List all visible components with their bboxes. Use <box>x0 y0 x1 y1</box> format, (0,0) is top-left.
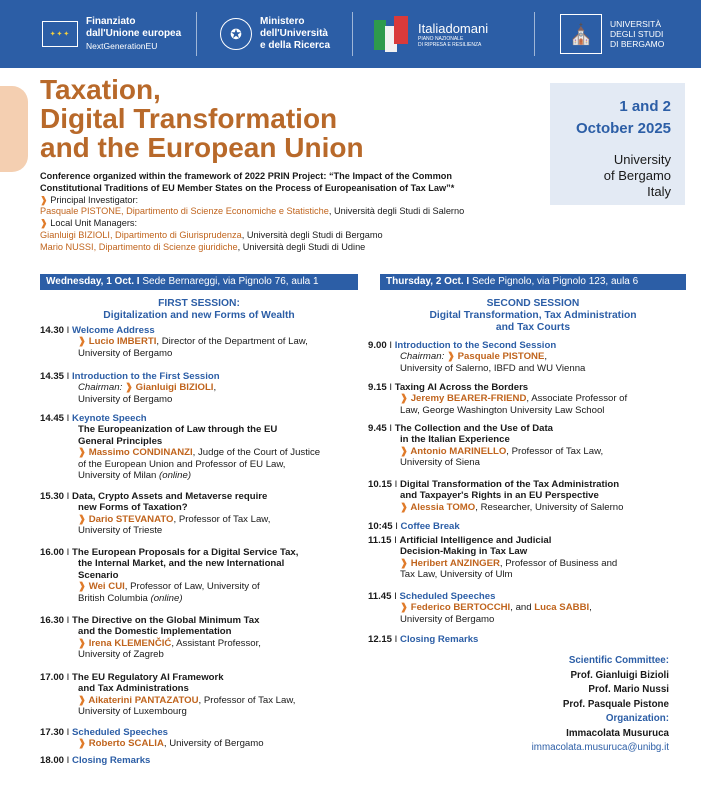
ministry-line2: dell'Università <box>260 28 328 39</box>
program-item <box>40 371 365 413</box>
bullet-icon: ❱ <box>78 513 89 525</box>
item-title: and Tax Administrations <box>78 683 189 695</box>
organizer-name: Immacolata Musuruca <box>566 727 669 739</box>
online-tag: (online) <box>159 470 192 482</box>
item-title: Taxing AI Across the Borders <box>394 382 529 393</box>
item-aff: , Director of the Department of Law, <box>156 336 308 348</box>
day1-header <box>40 274 358 290</box>
item-time: 14.35 <box>40 371 65 382</box>
item-title: The European Proposals for a Digital Service Tax, <box>72 547 299 558</box>
item-speaker: Alessia TOMO <box>410 501 476 513</box>
bullet-icon: ❱ <box>446 351 458 363</box>
item-speaker: Gianluigi BIZIOLI <box>135 382 214 394</box>
item-sep: I <box>64 371 73 382</box>
session2-title <box>380 298 686 334</box>
item-title: Closing Remarks <box>400 634 479 645</box>
day2-header <box>380 274 686 290</box>
program-item <box>368 479 688 521</box>
bullet-icon: ❱ <box>124 382 136 394</box>
pi-label: Principal Investigator: <box>50 194 139 205</box>
bullet-icon: ❱ <box>40 194 51 205</box>
bullet-icon: ❱ <box>78 447 89 459</box>
day1-sep: I <box>136 276 140 287</box>
session1-title <box>40 298 358 322</box>
item-aff: University of Bergamo <box>78 347 173 359</box>
online-tag: (online) <box>150 592 183 604</box>
item-sep: I <box>64 755 73 766</box>
committee-member: Prof. Mario Nussi <box>588 684 669 695</box>
item-sep: I <box>64 547 73 558</box>
item-sep: I <box>392 521 401 532</box>
item-time: 9.45 <box>368 423 387 434</box>
item-title: Coffee Break <box>400 521 460 532</box>
program-item <box>368 521 688 535</box>
item-speaker: Wei CUI <box>88 581 125 593</box>
item-title: Digital Transformation of the Tax Administration <box>400 479 620 490</box>
ministry-line3: e della Ricerca <box>260 40 331 51</box>
item-time: 15.30 <box>40 491 65 502</box>
bullet-icon: ❱ <box>40 218 51 229</box>
item-aff: , and <box>510 602 535 614</box>
pi-name: Pasquale PISTONE, Dipartimento di Scienze Economiche e Statistiche <box>40 206 329 217</box>
item-aff: University of Trieste <box>78 525 163 537</box>
item-speaker: Dario STEVANATO <box>88 513 174 525</box>
header-divider <box>196 12 197 56</box>
item-aff: , Professor of Tax Law, <box>173 513 271 525</box>
item-title: Decision-Making in Tax Law <box>400 546 528 558</box>
item-aff: University of Bergamo <box>400 613 495 625</box>
item-aff: University of Siena <box>400 457 480 469</box>
program-item <box>40 727 365 755</box>
item-speaker: Aikaterini PANTAZATOU <box>88 694 199 706</box>
bullet-icon: ❱ <box>78 336 89 348</box>
program-item <box>368 382 688 423</box>
item-title: new Forms of Taxation? <box>78 502 188 514</box>
item-time: 12.15 <box>368 634 393 645</box>
item-sep: I <box>64 325 73 336</box>
bullet-icon: ❱ <box>400 602 411 614</box>
item-sep: I <box>64 413 73 424</box>
place-line2: of Bergamo <box>603 168 671 183</box>
program-item <box>368 591 688 634</box>
ministry-logo <box>220 0 330 68</box>
item-aff: , Judge of the Court of Justice <box>192 447 321 459</box>
day1-programme <box>40 325 365 766</box>
item-aff: , Professor of Law, University of <box>124 581 260 593</box>
item-aff: University of Bergamo <box>78 393 173 405</box>
bullet-icon: ❱ <box>78 694 89 706</box>
committee-member: Prof. Pasquale Pistone <box>562 698 669 710</box>
program-item <box>40 615 365 672</box>
item-time: 16.30 <box>40 615 65 626</box>
item-sep: I <box>386 340 395 351</box>
bullet-icon: ❱ <box>78 637 89 649</box>
place-line1: University <box>613 152 671 167</box>
talk-title: The Europeanization of Law through the EU <box>78 424 278 436</box>
italiadomani-sub2: DI RIPRESA E RESILIENZA <box>418 41 482 48</box>
item-aff: , Professor of Tax Law, <box>506 445 604 457</box>
uni-line1: UNIVERSITÀ <box>610 19 662 29</box>
item-sep: I <box>64 615 73 626</box>
item-speaker: Heribert ANZINGER <box>410 557 500 569</box>
item-title: Introduction to the First Session <box>72 371 220 382</box>
item-speaker: Massimo CONDINANZI <box>88 447 193 459</box>
eu-line1: Finanziato <box>86 16 136 27</box>
uni-line3: DI BERGAMO <box>610 39 665 49</box>
bullet-icon: ❱ <box>400 557 411 569</box>
item-time: 17.00 <box>40 672 65 683</box>
italiadomani-name: Italiadomani <box>418 20 489 36</box>
title-line1: Taxation, <box>40 74 161 105</box>
intro-block <box>40 171 540 254</box>
item-aff: , Associate Professor of <box>526 393 628 405</box>
program-item <box>40 413 365 491</box>
committee-member: Prof. Gianluigi Bizioli <box>570 669 669 681</box>
item-title: Scheduled Speeches <box>72 727 168 738</box>
session1-heading: FIRST SESSION: <box>158 298 240 309</box>
item-aff: University of Milan <box>78 470 160 482</box>
item-title: Keynote Speech <box>72 413 147 424</box>
program-item <box>368 535 688 591</box>
lum2-uni: , Università degli Studi di Udine <box>237 241 366 252</box>
item-sep: I <box>64 727 73 738</box>
item-title: The Collection and the Use of Data <box>394 423 554 434</box>
uni-line2: DEGLI STUDI <box>610 29 664 39</box>
item-speaker: Luca SABBI <box>534 602 590 614</box>
item-aff: , Assistant Professor, <box>171 637 261 649</box>
item-title: in the Italian Experience <box>400 434 510 446</box>
item-sep: I <box>386 382 395 393</box>
item-aff: , Professor of Business and <box>499 557 618 569</box>
ministry-line1: Ministero <box>260 16 305 27</box>
item-time: 11.45 <box>368 591 392 602</box>
pi-uni: , Università degli Studi di Salerno <box>328 206 465 217</box>
item-sep: I <box>391 591 400 602</box>
ministry-emblem-icon: ✪ <box>220 18 252 50</box>
day1-label: Wednesday, 1 Oct. <box>46 276 137 287</box>
item-time: 18.00 <box>40 755 65 766</box>
item-time: 14.45 <box>40 413 65 424</box>
item-aff: , <box>544 351 548 363</box>
day2-venue: Sede Pignolo, via Pignolo 123, aula 6 <box>469 276 639 287</box>
bullet-icon: ❱ <box>400 501 411 513</box>
item-time: 17.30 <box>40 727 65 738</box>
item-speaker: Lucio IMBERTI <box>88 336 157 348</box>
item-speaker: Antonio MARINELLO <box>410 445 507 457</box>
date-line2: October 2025 <box>575 120 671 137</box>
program-item <box>368 634 688 645</box>
eu-flag-icon: ✦✦✦ <box>42 21 78 47</box>
item-title: Welcome Address <box>72 325 155 336</box>
item-aff: , University of Bergamo <box>163 738 264 750</box>
bullet-icon: ❱ <box>400 445 411 457</box>
bullet-icon: ❱ <box>78 738 89 750</box>
program-item <box>368 423 688 479</box>
italiadomani-logo <box>372 0 488 68</box>
item-title: Introduction to the Second Session <box>394 340 557 351</box>
item-title: The EU Regulatory AI Framework <box>72 672 224 683</box>
session2-heading: SECOND SESSION <box>486 298 580 309</box>
eu-line3: NextGenerationEU <box>86 41 158 51</box>
item-time: 11.15 <box>368 535 392 546</box>
eu-logo <box>42 0 181 68</box>
item-sep: I <box>392 479 401 490</box>
item-speaker: Pasquale PISTONE <box>457 351 545 363</box>
item-speaker: Roberto SCALIA <box>88 738 164 750</box>
item-title: Scheduled Speeches <box>399 591 496 602</box>
university-logo <box>560 0 664 68</box>
item-aff: British Columbia <box>78 592 151 604</box>
date-box <box>550 83 685 205</box>
item-time: 10:45 <box>368 521 393 532</box>
intro-line1: Conference organized within the framework of 2022 PRIN Project: “The Impact of the Common <box>40 171 452 181</box>
item-aff: University of Zagreb <box>78 649 164 661</box>
program-item <box>40 755 365 766</box>
title-line2: Digital Transformation <box>40 103 338 134</box>
item-aff: University of Luxembourg <box>78 706 187 718</box>
item-time: 14.30 <box>40 325 65 336</box>
chair-label: Chairman: <box>78 382 123 394</box>
item-aff: , <box>213 382 217 394</box>
session2-subtitle1: Digital Transformation, Tax Administration <box>429 310 637 321</box>
item-speaker: Jeremy BEARER-FRIEND <box>410 393 527 405</box>
bullet-icon: ❱ <box>400 393 411 405</box>
item-aff: Law, George Washington University Law School <box>400 404 605 416</box>
item-speaker: Irena KLEMENČIĆ <box>88 637 172 649</box>
item-aff: , <box>589 602 592 614</box>
lum2-name: Mario NUSSI, Dipartimento di Scienze giuridiche <box>40 241 238 252</box>
italiadomani-sub1: PIANO NAZIONALE <box>418 35 464 42</box>
item-time: 9.15 <box>368 382 387 393</box>
program-item <box>368 340 688 382</box>
italy-flag-icon <box>372 16 410 52</box>
session1-subtitle: Digitalization and new Forms of Wealth <box>103 310 295 321</box>
intro-line2: Constitutional Traditions of EU Member States on the Process of Europeanisation of Tax Law”* <box>40 182 455 193</box>
item-aff: , Professor of Tax Law, <box>198 694 296 706</box>
eu-line2: dall'Unione europea <box>86 28 182 39</box>
day2-label: Thursday, 2 Oct. <box>386 276 467 287</box>
item-speaker: Federico BERTOCCHI <box>410 602 511 614</box>
item-aff: , Researcher, University of Salerno <box>475 501 624 513</box>
item-aff: Tax Law, University of Ulm <box>400 569 513 581</box>
item-title: and Taxpayer's Rights in an EU Perspective <box>400 490 599 502</box>
title-line3: and the European Union <box>40 132 364 163</box>
item-time: 9.00 <box>368 340 387 351</box>
chair-label: Chairman: <box>400 351 445 363</box>
item-title: Closing Remarks <box>72 755 151 766</box>
item-aff: University of Salerno, IBFD and WU Vienna <box>400 362 586 374</box>
organizer-email[interactable]: immacolata.musuruca@unibg.it <box>531 742 669 753</box>
place-line3: Italy <box>647 184 671 199</box>
item-title: Artificial Intelligence and Judicial <box>399 535 552 546</box>
page-title <box>40 75 530 162</box>
item-title: Data, Crypto Assets and Metaverse require <box>72 491 268 502</box>
program-item <box>40 672 365 727</box>
item-time: 16.00 <box>40 547 65 558</box>
session2-subtitle2: and Tax Courts <box>495 322 571 333</box>
header-bar <box>0 0 701 68</box>
item-aff: of the European Union and Professor of EU Law, <box>78 458 286 470</box>
program-item <box>40 325 365 371</box>
lum-label: Local Unit Managers: <box>50 218 138 229</box>
item-sep: I <box>64 672 73 683</box>
item-title: The Directive on the Global Minimum Tax <box>72 615 260 626</box>
item-time: 10.15 <box>368 479 393 490</box>
item-title: the Internal Market, and the new International <box>78 558 285 570</box>
item-title: and the Domestic Implementation <box>78 626 232 638</box>
day1-venue: Sede Bernareggi, via Pignolo 76, aula 1 <box>139 276 319 287</box>
organization-heading: Organization: <box>605 713 669 724</box>
committee-block <box>532 654 669 756</box>
item-sep: I <box>391 535 400 546</box>
program-item <box>40 491 365 547</box>
date-line1: 1 and 2 <box>619 98 671 115</box>
day2-sep: I <box>466 276 470 287</box>
item-sep: I <box>64 491 73 502</box>
lum1-uni: , Università degli Studi di Bergamo <box>241 229 383 240</box>
committee-heading: Scientific Committee: <box>568 655 669 666</box>
header-divider <box>534 12 535 56</box>
item-sep: I <box>386 423 395 434</box>
item-title: Scenario <box>78 569 119 581</box>
program-item <box>40 547 365 615</box>
bullet-icon: ❱ <box>78 581 89 593</box>
talk-title: General Principles <box>78 435 163 447</box>
lum1-name: Gianluigi BIZIOLI, Dipartimento di Giurisprudenza <box>40 229 242 240</box>
item-sep: I <box>392 634 401 645</box>
accent-bar <box>0 86 28 172</box>
day2-programme <box>368 340 688 645</box>
university-seal-icon: ⛪ <box>560 14 602 54</box>
header-divider <box>352 12 353 56</box>
